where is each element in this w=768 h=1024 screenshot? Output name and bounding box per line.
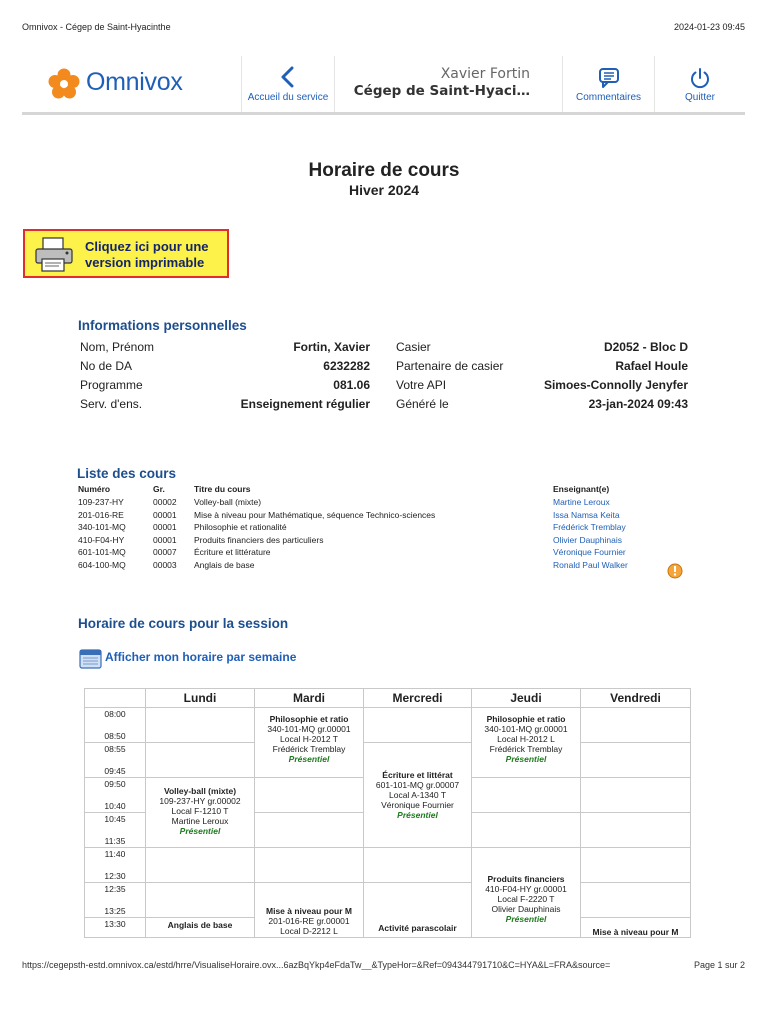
course-group: 00001 <box>153 509 177 520</box>
comments-button[interactable] <box>563 56 654 112</box>
page-title: Horaire de cours <box>308 160 460 181</box>
schedule-heading: Horaire de cours pour la session <box>78 616 289 631</box>
user-info <box>354 66 530 99</box>
info-label: Casier <box>396 340 431 354</box>
time-slot: 10:45 11:35 <box>85 813 146 848</box>
info-label: Généré le <box>396 397 449 411</box>
teacher-link[interactable]: Olivier Dauphinais <box>553 534 622 545</box>
schedule-row <box>85 743 691 778</box>
day-header: Jeudi <box>472 689 581 708</box>
printable-version-button[interactable] <box>23 229 229 278</box>
empty-slot <box>255 848 364 883</box>
empty-slot <box>146 743 255 778</box>
empty-slot <box>581 883 691 918</box>
comments-label: Commentaires <box>575 92 642 103</box>
comment-icon <box>598 68 620 88</box>
schedule-header-row <box>85 689 691 708</box>
col-header: Numéro <box>78 484 111 494</box>
empty-slot <box>146 708 255 743</box>
info-label: Nom, Prénom <box>80 340 155 354</box>
time-slot: 11:40 12:30 <box>85 848 146 883</box>
course-block[interactable]: Anglais de base <box>146 918 255 938</box>
info-label: Partenaire de casier <box>396 359 504 373</box>
course-title: Anglais de base <box>194 559 255 570</box>
schedule-table <box>84 688 691 938</box>
time-slot: 08:00 08:50 <box>85 708 146 743</box>
course-block[interactable]: Volley-ball (mixte) 109-237-HY gr.00002 Local F-1210 T Martine Leroux Présentiel <box>146 778 255 848</box>
flower-logo-icon <box>48 68 80 100</box>
schedule-row <box>85 883 691 918</box>
info-label: Votre API <box>396 378 447 392</box>
course-title: Volley-ball (mixte) <box>194 497 262 507</box>
info-value: Fortin, Xavier <box>293 340 370 354</box>
time-slot: 12:35 13:25 <box>85 883 146 918</box>
empty-slot <box>581 813 691 848</box>
course-number: 410-F04-HY <box>78 534 125 545</box>
time-slot: 09:50 10:40 <box>85 778 146 813</box>
page-title-meta: Omnivox - Cégep de Saint-Hyacinthe <box>22 22 171 32</box>
col-header: Enseignant(e) <box>553 484 610 494</box>
printer-icon <box>33 236 77 274</box>
teacher-link[interactable]: Véronique Fournier <box>553 547 626 557</box>
info-value: 23-jan-2024 09:43 <box>588 397 688 411</box>
empty-slot <box>581 848 691 883</box>
course-list-table <box>78 484 698 574</box>
institution-name: Cégep de Saint-Hyaci… <box>353 83 530 99</box>
course-group: 00001 <box>153 534 177 545</box>
weekly-schedule-label: Afficher mon horaire par semaine <box>105 650 297 664</box>
course-group: 00003 <box>153 559 177 570</box>
course-block[interactable]: Mise à niveau pour M 201-016-RE gr.00001 Local D-2212 L <box>255 883 364 938</box>
col-header: Titre du cours <box>194 484 251 494</box>
time-header <box>85 689 146 708</box>
warning-icon[interactable] <box>666 562 684 580</box>
datetime-meta: 2024-01-23 09:45 <box>673 22 745 32</box>
page-subtitle: Hiver 2024 <box>348 182 420 198</box>
empty-slot <box>472 813 581 848</box>
info-value: D2052 - Bloc D <box>603 340 688 354</box>
course-list-heading: Liste des cours <box>77 466 177 481</box>
info-value: Rafael Houle <box>615 359 688 373</box>
omnivox-header <box>22 56 745 115</box>
user-name: Xavier Fortin <box>440 66 530 82</box>
col-header: Gr. <box>153 484 165 494</box>
schedule-row <box>85 708 691 743</box>
page-number: Page 1 sur 2 <box>693 960 745 970</box>
quit-button[interactable] <box>655 56 745 112</box>
quit-label: Quitter <box>684 92 715 103</box>
course-number: 109-237-HY <box>78 497 124 507</box>
teacher-link[interactable]: Martine Leroux <box>553 497 610 507</box>
course-block[interactable]: Philosophie et ratio 340-101-MQ gr.00001 Local H-2012 T Frédérick Tremblay Présentiel <box>255 708 364 778</box>
back-button[interactable] <box>242 56 334 112</box>
empty-slot <box>581 708 691 743</box>
course-block[interactable]: Écriture et littérat 601-101-MQ gr.00007 Local A-1340 T Véronique Fournier Présentiel <box>364 743 472 848</box>
info-value: 081.06 <box>333 378 370 392</box>
chevron-left-icon <box>278 66 298 88</box>
day-header: Lundi <box>146 689 255 708</box>
empty-slot <box>255 778 364 813</box>
activity-block[interactable]: Activité parascolair <box>364 883 472 938</box>
calendar-icon <box>79 647 103 669</box>
course-title: Philosophie et rationalité <box>194 522 287 532</box>
empty-slot <box>146 883 255 918</box>
course-title: Mise à niveau pour Mathématique, séquence Technico-sciences <box>194 509 436 520</box>
course-number: 340-101-MQ <box>78 522 126 532</box>
info-value: Simoes-Connolly Jenyfer <box>543 378 688 392</box>
empty-slot <box>146 848 255 883</box>
course-number: 604-100-MQ <box>78 559 126 570</box>
empty-slot <box>581 743 691 778</box>
course-group: 00001 <box>153 522 177 532</box>
course-title: Produits financiers des particuliers <box>194 534 324 545</box>
empty-slot <box>472 778 581 813</box>
empty-slot <box>581 778 691 813</box>
info-label: No de DA <box>80 359 133 373</box>
empty-slot <box>364 708 472 743</box>
back-button-label: Accueil du service <box>247 92 329 103</box>
course-block[interactable]: Produits financiers 410-F04-HY gr.00001 Local F-2220 T Olivier Dauphinais Présentiel <box>472 848 581 938</box>
omnivox-logo[interactable]: Omnivox <box>86 68 183 96</box>
empty-slot <box>364 848 472 883</box>
course-number: 201-016-RE <box>78 509 124 520</box>
info-label: Serv. d'ens. <box>80 397 143 411</box>
day-header: Mercredi <box>364 689 472 708</box>
time-slot: 08:55 09:45 <box>85 743 146 778</box>
teacher-link[interactable]: Frédérick Tremblay <box>553 522 626 532</box>
teacher-link[interactable]: Issa Namsa Keita <box>553 509 620 520</box>
info-value: 6232282 <box>323 359 370 373</box>
personal-info-heading: Informations personnelles <box>78 318 247 333</box>
empty-slot <box>255 813 364 848</box>
weekly-schedule-link[interactable] <box>79 646 339 670</box>
power-icon <box>689 67 711 89</box>
teacher-link[interactable]: Ronald Paul Walker <box>553 559 628 570</box>
info-label: Programme <box>80 378 143 392</box>
course-group: 00007 <box>153 547 177 557</box>
course-number: 601-101-MQ <box>78 547 126 557</box>
time-slot: 13:30 <box>85 918 146 938</box>
day-header: Vendredi <box>581 689 691 708</box>
printable-version-label: Cliquez ici pour une version imprimable <box>85 239 209 270</box>
course-group: 00002 <box>153 497 177 507</box>
course-block[interactable]: Philosophie et ratio 340-101-MQ gr.00001 Local H-2012 L Frédérick Tremblay Présentiel <box>472 708 581 778</box>
day-header: Mardi <box>255 689 364 708</box>
course-block[interactable]: Mise à niveau pour M <box>581 918 691 938</box>
page-url: https://cegepsth-estd.omnivox.ca/estd/hrre/VisualiseHoraire.ovx...6azBqYkp4eFdaTw__&TypeHor=&Ref=094344791710&C=HYA&L=FRA&source= <box>22 960 611 970</box>
course-title: Écriture et littérature <box>194 547 271 557</box>
schedule-row <box>85 848 691 883</box>
info-value: Enseignement régulier <box>240 397 370 411</box>
